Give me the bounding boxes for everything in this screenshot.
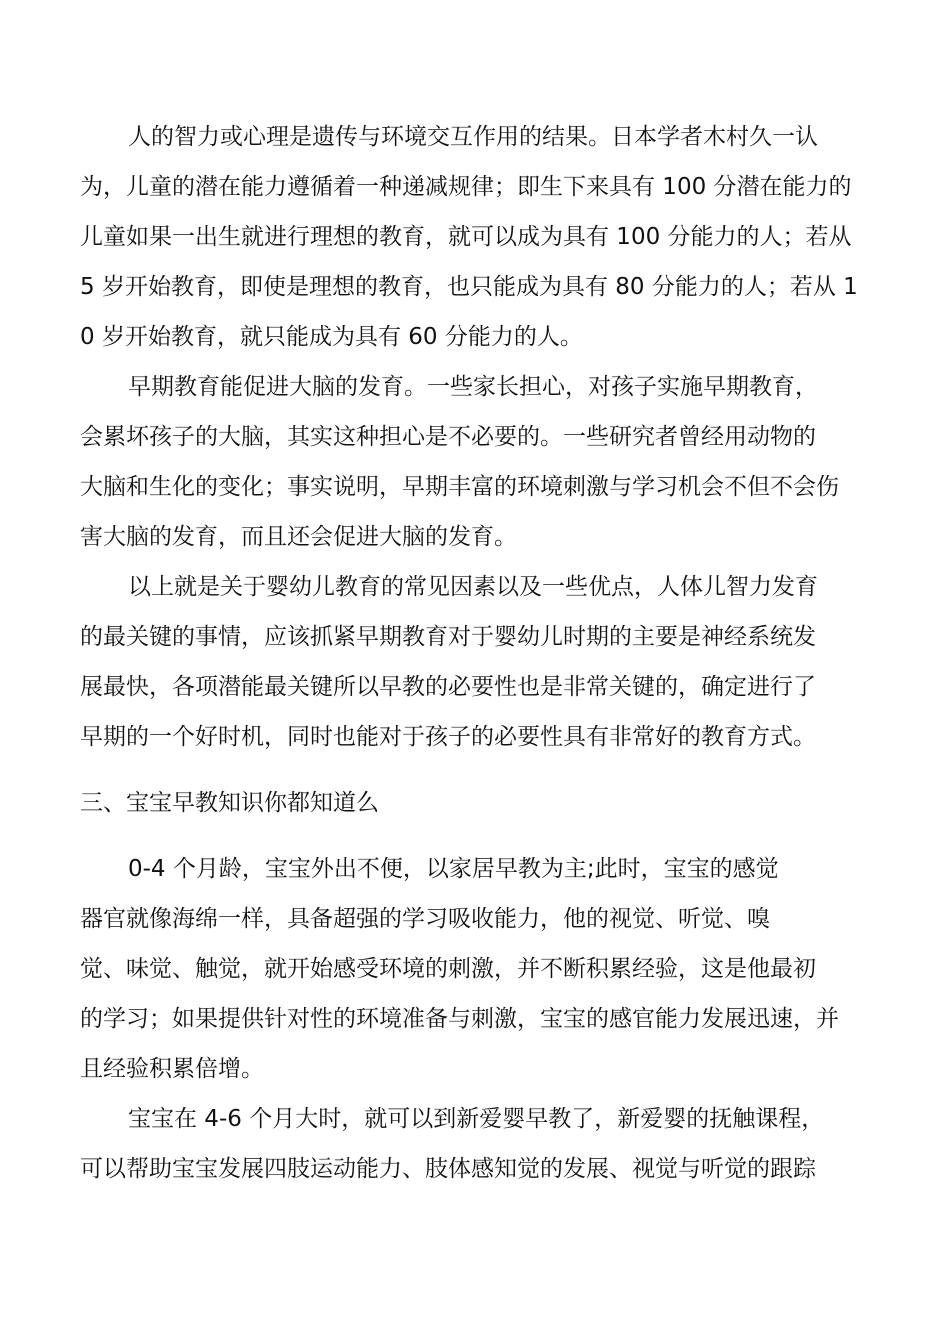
text-line: 早期教育能促进大脑的发育。一些家长担心，对孩子实施早期教育， [128,374,818,400]
text-line: 的学习；如果提供针对性的环境准备与刺激，宝宝的感官能力发展迅速，并 [80,1006,839,1032]
text-line: 为，儿童的潜在能力遵循着一种递减规律；即生下来具有 100 分潜在能力的 [80,174,852,200]
text-line: 0-4 个月龄，宝宝外出不便，以家居早教为主;此时，宝宝的感觉 [128,856,779,882]
text-line: 器官就像海绵一样，具备超强的学习吸收能力，他的视觉、听觉、嗅 [80,906,770,932]
paragraph-intelligence [80,112,880,362]
paragraph-brain-development [80,362,880,562]
spacer [80,762,880,778]
text-line: 宝宝在 4-6 个月大时，就可以到新爱婴早教了，新爱婴的抚触课程， [128,1106,825,1132]
spacer [80,828,880,844]
text-line: 会累坏孩子的大脑，其实这种担心是不必要的。一些研究者曾经用动物的 [80,424,816,450]
paragraph-summary [80,562,880,762]
text-line: 0 岁开始教育，就只能成为具有 60 分能力的人。 [80,324,583,350]
paragraph-4-6-months [80,1094,880,1194]
text-line: 早期的一个好时机，同时也能对于孩子的必要性具有非常好的教育方式。 [80,724,816,750]
text-line: 且经验积累倍增。 [80,1056,264,1082]
paragraph-0-4-months [80,844,880,1094]
text-line: 的最关键的事情，应该抓紧早期教育对于婴幼儿时期的主要是神经系统发 [80,624,816,650]
text-line: 儿童如果一出生就进行理想的教育，就可以成为具有 100 分能力的人；若从 [80,224,852,250]
text-line: 害大脑的发育，而且还会促进大脑的发育。 [80,524,517,550]
section-heading: 三、宝宝早教知识你都知道么 [80,790,379,816]
text-line: 以上就是关于婴幼儿教育的常见因素以及一些优点，人体儿智力发育 [128,574,818,600]
text-line: 觉、味觉、触觉，就开始感受环境的刺激，并不断积累经验，这是他最初 [80,956,816,982]
document-page [80,112,880,1194]
text-line: 5 岁开始教育，即使是理想的教育，也只能成为具有 80 分能力的人；若从 1 [80,274,858,300]
text-line: 展最快，各项潜能最关键所以早教的必要性也是非常关键的，确定进行了 [80,674,816,700]
text-line: 人的智力或心理是遗传与环境交互作用的结果。日本学者木村久一认 [128,124,818,150]
text-line: 大脑和生化的变化；事实说明，早期丰富的环境刺激与学习机会不但不会伤 [80,474,839,500]
text-line: 可以帮助宝宝发展四肢运动能力、肢体感知觉的发展、视觉与听觉的跟踪 [80,1156,816,1182]
